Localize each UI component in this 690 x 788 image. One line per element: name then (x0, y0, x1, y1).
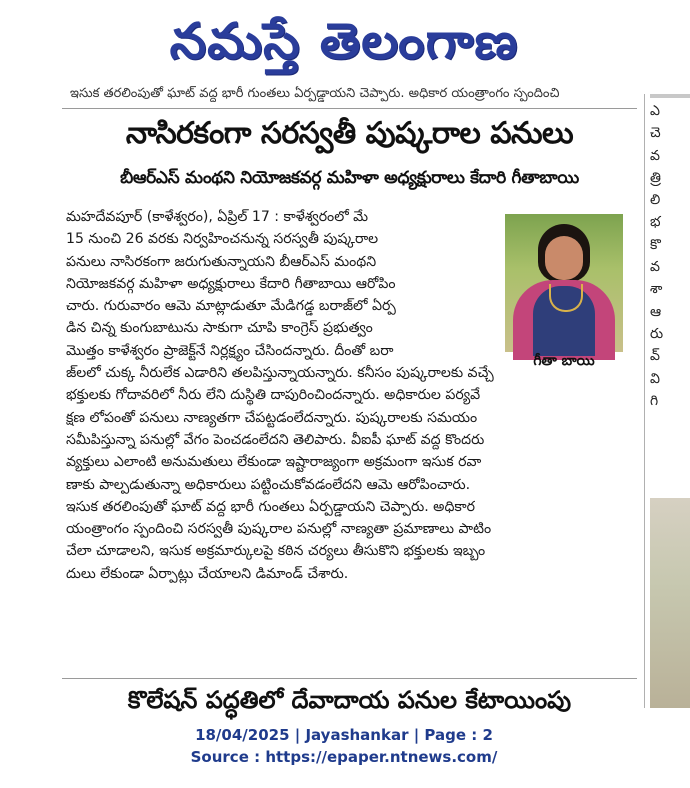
body-line: ణాకు పాల్పడుతున్నా అధికారులు పట్టించుకోవడంలేదని ఆమె ఆరోపించారు. (66, 476, 471, 493)
divider (62, 108, 637, 109)
adjacent-column (650, 94, 690, 708)
body-line: పనులు నాసిరకంగా జరుగుతున్నాయని బీఆర్ఎస్ మంథని (66, 253, 377, 270)
body-line: 15 నుంచి 26 వరకు నిర్వహించనున్న సరస్వతీ పుష్కరాల (66, 231, 379, 248)
adjacent-text-fragment: వ (650, 147, 660, 164)
adjacent-column-edge (650, 94, 690, 98)
article-subheadline: బీఆర్ఎస్ మంథని నియోజకవర్గ మహిళా అధ్యక్షురాలు కేదారి గీతాబాయి (120, 168, 579, 188)
next-article-headline: కొలేషన్ పద్ధతిలో దేవాదాయ పనుల కేటాయింపు (127, 686, 572, 714)
portrait-photo (505, 214, 623, 352)
adjacent-text-fragment: వ్ (650, 348, 660, 365)
footer (0, 724, 688, 768)
masthead (0, 0, 688, 86)
footer-date-page: 18/04/2025 | Jayashankar | Page : 2 (195, 726, 493, 744)
photo-face (545, 236, 583, 280)
body-line: మహదేవపూర్ (కాళేశ్వరం), ఏప్రిల్ 17 : కాళేశ్వరంలో మే (66, 209, 369, 225)
article-headline: నాసిరకంగా సరస్వతీ పుష్కరాల పనులు (125, 116, 574, 151)
body-line: యంత్రాంగం స్పందించి సరస్వతీ పుష్కరాల పనుల్లో నాణ్యతా ప్రమాణాలు పాటిం (66, 521, 492, 538)
adjacent-photo (650, 498, 690, 708)
adjacent-text-fragment: ఆ (650, 303, 662, 320)
adjacent-text-fragment: వ (650, 259, 660, 276)
adjacent-text-fragment: ఎ (650, 103, 660, 119)
body-line: భక్తులకు గోదావరిలో నీరు లేని దుస్థితి దాపురించిందన్నారు. అధికారుల పర్యవే (66, 387, 481, 404)
column-divider (644, 94, 645, 708)
adjacent-text-fragment: శా (650, 281, 663, 298)
body-line: డిన చిన్న కుంగుబాటును సాకుగా చూపి కాంగ్రెస్ ప్రభుత్వం (66, 320, 373, 337)
body-line: వ్యక్తులు ఎలాంటి అనుమతులు లేకుండా ఇష్టారాజ్యంగా అక్రమంగా ఇసుక రవా (66, 454, 482, 471)
body-line: నియోజకవర్గ మహిళా అధ్యక్షురాలు కేదారి గీతాబాయి ఆరోపిం (66, 275, 396, 292)
divider (62, 678, 637, 679)
adjacent-text-fragment: వి (650, 370, 660, 387)
photo-caption: గీతా బాయి (533, 353, 595, 369)
body-line: సమీపిస్తున్నా పనుల్లో వేగం పెంచడంలేదని తెలిపారు. వీఐపీ ఘాట్ వద్ద కొందరు (66, 431, 485, 448)
body-line: జ్‌లలో చుక్క నీరులేక ఎడారిని తలపిస్తున్నాయన్నారు. కనీసం పుష్కరాలకు వచ్చే (66, 365, 494, 382)
body-line: ఇసుక తరలింపుతో ఘాట్ వద్ద భారీ గుంతలు ఏర్పడ్డాయని చెప్పారు. అధికార (66, 498, 475, 515)
cut-off-previous-text: ఇసుక తరలింపుతో ఘాట్ వద్ద భారీ గుంతలు ఏర్పడ్డాయని చెప్పారు. అధికార యంత్రాంగం స్పందించి (70, 86, 560, 101)
body-line: చారు. గురువారం ఆమె మాట్లాడుతూ మేడిగడ్డ బరాజ్‌లో ఏర్ప (66, 298, 396, 315)
adjacent-text-fragment: కొ (650, 236, 661, 253)
adjacent-text-fragment: భ (650, 214, 661, 231)
body-line: చేలా చూడాలని, ఇసుక అక్రమార్కులపై కఠిన చర్యలు తీసుకొని భక్తులకు ఇబ్బం (66, 543, 486, 560)
body-line: మొత్తం కాళేశ్వరం ప్రాజెక్ట్‌నే నిర్లక్ష్యం చేసిందన్నారు. దీంతో బరా (66, 342, 394, 359)
newspaper-title: నమస్తే తెలంగాణ (169, 13, 519, 71)
adjacent-text-fragment: త్రి (650, 169, 661, 186)
adjacent-text-fragment: గి (650, 392, 659, 409)
body-line: క్షణ లోపంతో పనులు నాణ్యతగా చేపట్టడంలేదన్నారు. పుష్కరాలకు సమయం (66, 409, 478, 426)
news-clipping (62, 86, 688, 714)
body-line: దులు లేకుండా ఏర్పాట్లు చేయాలని డిమాండ్ చేశారు. (66, 565, 349, 582)
footer-source-link[interactable]: Source : https://epaper.ntnews.com/ (190, 748, 498, 766)
adjacent-text-fragment: రు (650, 325, 664, 342)
adjacent-text-fragment: లి (650, 192, 661, 209)
adjacent-text-fragment: చె (650, 125, 661, 142)
